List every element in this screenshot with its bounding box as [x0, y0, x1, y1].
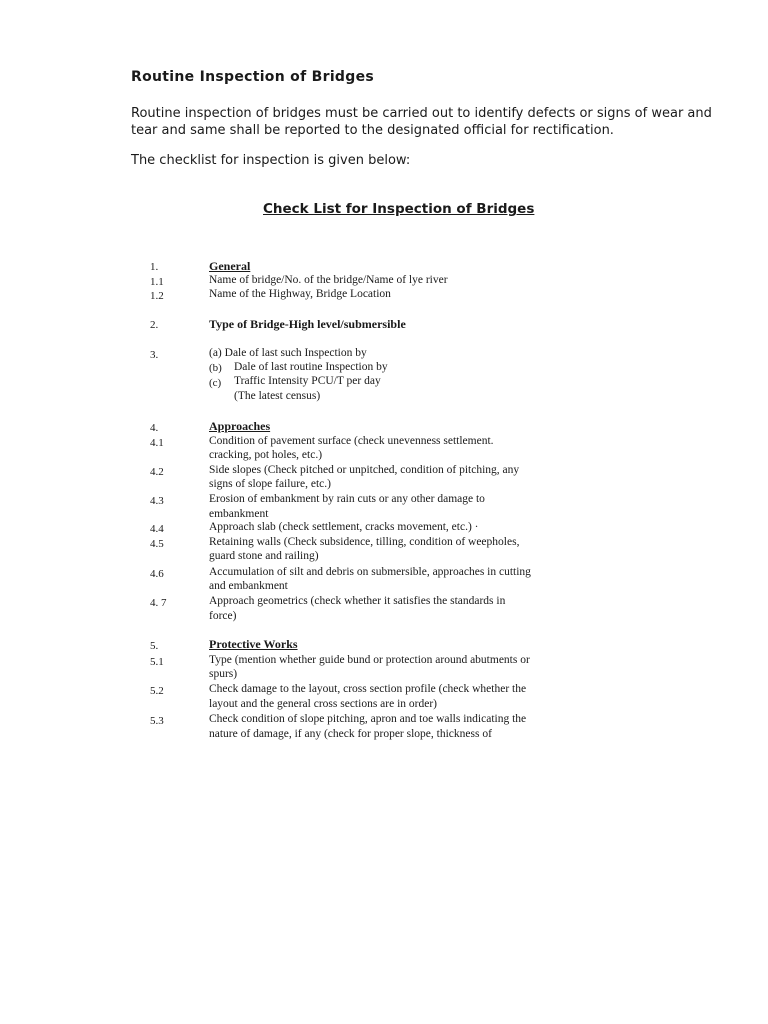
section-number-inspection: 3. [150, 349, 159, 361]
section-number-type: 2. [150, 319, 159, 331]
item-text: Name of the Highway, Bridge Location [209, 288, 391, 300]
document-title: Routine Inspection of Bridges [131, 69, 374, 85]
item-text-continued: embankment [209, 508, 269, 520]
item-text-continued: signs of slope failure, etc.) [209, 478, 331, 490]
section-number-protective: 5. [150, 640, 159, 652]
intro-paragraph: Routine inspection of bridges must be carried out to identify defects or signs of wear and tear and same shall be reported to the designated official for rectification. [131, 106, 712, 138]
section-title-type: Type of Bridge-High level/submersible [209, 317, 406, 331]
item-text-continued: and embankment [209, 580, 288, 592]
item-number: 4.1 [150, 437, 164, 449]
item-number: 5.2 [150, 685, 164, 697]
section-title-approaches: Approaches [209, 419, 271, 433]
inspection-line-c: Traffic Intensity PCU/T per day [234, 375, 381, 387]
item-text: Erosion of embankment by rain cuts or any other damage to [209, 493, 485, 505]
item-text-continued: layout and the general cross sections are in order) [209, 698, 437, 710]
item-number: 4. 7 [150, 597, 167, 609]
item-text-continued: force) [209, 610, 237, 622]
item-number: 1.1 [150, 276, 164, 288]
item-text: Name of bridge/No. of the bridge/Name of lye river [209, 274, 448, 286]
intro-checklist-line: The checklist for inspection is given below: [131, 153, 411, 168]
section-number-approaches: 4. [150, 422, 159, 434]
item-number: 4.5 [150, 538, 164, 550]
inspection-line-a: (a) Dale of last such Inspection by [209, 347, 367, 359]
checklist-heading: Check List for Inspection of Bridges [263, 201, 535, 217]
section-title-general: General [209, 259, 251, 273]
item-text-continued: cracking, pot holes, etc.) [209, 449, 323, 461]
item-text-continued: guard stone and railing) [209, 550, 319, 562]
item-text: Side slopes (Check pitched or unpitched, condition of pitching, any [209, 464, 520, 476]
item-text: Check condition of slope pitching, apron and toe walls indicating the [209, 713, 527, 725]
item-text: Approach slab (check settlement, cracks movement, etc.) · [209, 521, 479, 533]
section-number-general: 1. [150, 261, 159, 273]
item-text: Approach geometrics (check whether it satisfies the standards in [209, 595, 506, 607]
item-number: 4.6 [150, 568, 164, 580]
inspection-line-b: Dale of last routine Inspection by [234, 361, 388, 373]
item-number: 5.3 [150, 715, 164, 727]
inspection-letter-c: (c) [209, 377, 222, 389]
item-text: Type (mention whether guide bund or protection around abutments or [209, 654, 530, 666]
section-title-protective: Protective Works [209, 637, 298, 651]
item-number: 4.3 [150, 495, 164, 507]
item-number: 5.1 [150, 656, 164, 668]
item-number: 1.2 [150, 290, 164, 302]
item-text: Accumulation of silt and debris on submersible, approaches in cutting [209, 566, 531, 578]
inspection-census-note: (The latest census) [234, 390, 321, 402]
item-text: Retaining walls (Check subsidence, tilling, condition of weepholes, [209, 536, 520, 548]
item-text: Check damage to the layout, cross section profile (check whether the [209, 683, 527, 695]
item-number: 4.4 [150, 523, 164, 535]
item-number: 4.2 [150, 466, 164, 478]
item-text-continued: nature of damage, if any (check for proper slope, thickness of [209, 728, 492, 740]
inspection-letter-b: (b) [209, 362, 222, 374]
item-text-continued: spurs) [209, 668, 238, 680]
item-text: Condition of pavement surface (check unevenness settlement. [209, 435, 494, 447]
